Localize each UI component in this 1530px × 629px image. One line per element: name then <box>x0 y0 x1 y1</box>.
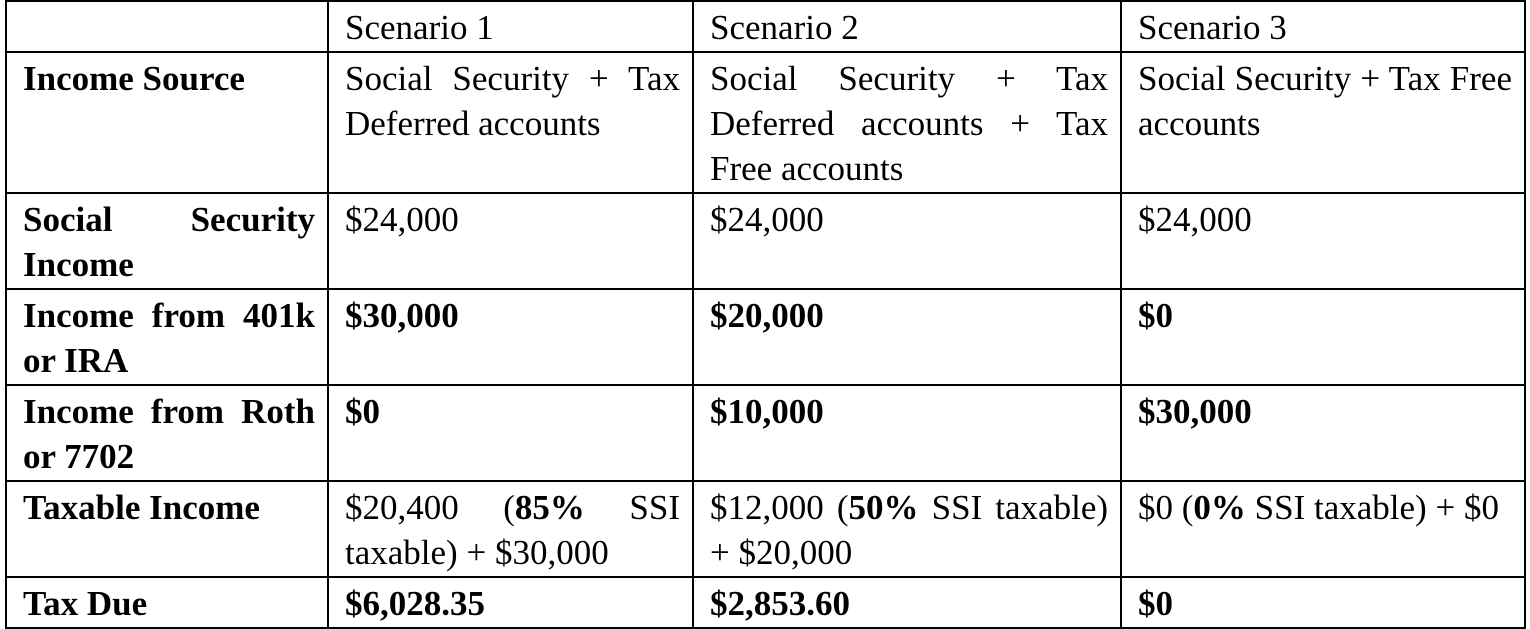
tax-due-scenario-3: $0 <box>1121 577 1525 628</box>
income-source-scenario-3: Social Security + Tax Free accounts <box>1121 52 1525 193</box>
row-label-tax-due: Tax Due <box>6 577 328 628</box>
table-row <box>6 289 1525 385</box>
header-row <box>6 1 1525 52</box>
taxable-percent: 85% <box>514 488 585 527</box>
taxable-suffix: SSI taxable) + $0 <box>1245 488 1499 527</box>
table-row <box>6 481 1525 577</box>
taxable-prefix: $12,000 ( <box>710 488 849 527</box>
row-label-income-401k-ira: Income from 401k or IRA <box>6 289 328 385</box>
taxable-prefix: $0 ( <box>1138 488 1194 527</box>
header-scenario-3: Scenario 3 <box>1121 1 1525 52</box>
income-roth-scenario-2: $10,000 <box>693 385 1121 481</box>
income-source-scenario-2: Social Security + Tax Deferred accounts + Tax Free accounts <box>693 52 1121 193</box>
social-security-scenario-2: $24,000 <box>693 193 1121 289</box>
table-row <box>6 52 1525 193</box>
scenario-comparison-table <box>5 0 1526 629</box>
row-label-social-security-income: Social Security Income <box>6 193 328 289</box>
header-scenario-2: Scenario 2 <box>693 1 1121 52</box>
income-401k-scenario-2: $20,000 <box>693 289 1121 385</box>
income-roth-scenario-3: $30,000 <box>1121 385 1525 481</box>
taxable-suffix: SSI taxable) + $20,000 <box>710 488 1109 572</box>
header-scenario-1: Scenario 1 <box>328 1 693 52</box>
row-label-income-source: Income Source <box>6 52 328 193</box>
row-label-income-roth-7702: Income from Roth or 7702 <box>6 385 328 481</box>
taxable-percent: 0% <box>1193 488 1246 527</box>
social-security-scenario-1: $24,000 <box>328 193 693 289</box>
table-row <box>6 577 1525 628</box>
taxable-income-scenario-3 <box>1121 481 1525 577</box>
row-label-taxable-income: Taxable Income <box>6 481 328 577</box>
social-security-scenario-3: $24,000 <box>1121 193 1525 289</box>
table-row <box>6 193 1525 289</box>
taxable-income-scenario-2 <box>693 481 1121 577</box>
tax-due-scenario-2: $2,853.60 <box>693 577 1121 628</box>
tax-due-scenario-1: $6,028.35 <box>328 577 693 628</box>
taxable-percent: 50% <box>848 488 919 527</box>
corner-cell <box>6 1 328 52</box>
income-roth-scenario-1: $0 <box>328 385 693 481</box>
table-row <box>6 385 1525 481</box>
taxable-suffix: SSI taxable) + $30,000 <box>345 488 680 572</box>
income-401k-scenario-1: $30,000 <box>328 289 693 385</box>
income-source-scenario-1: Social Security + Tax Deferred accounts <box>328 52 693 193</box>
taxable-income-scenario-1 <box>328 481 693 577</box>
taxable-prefix: $20,400 ( <box>345 488 515 527</box>
income-401k-scenario-3: $0 <box>1121 289 1525 385</box>
